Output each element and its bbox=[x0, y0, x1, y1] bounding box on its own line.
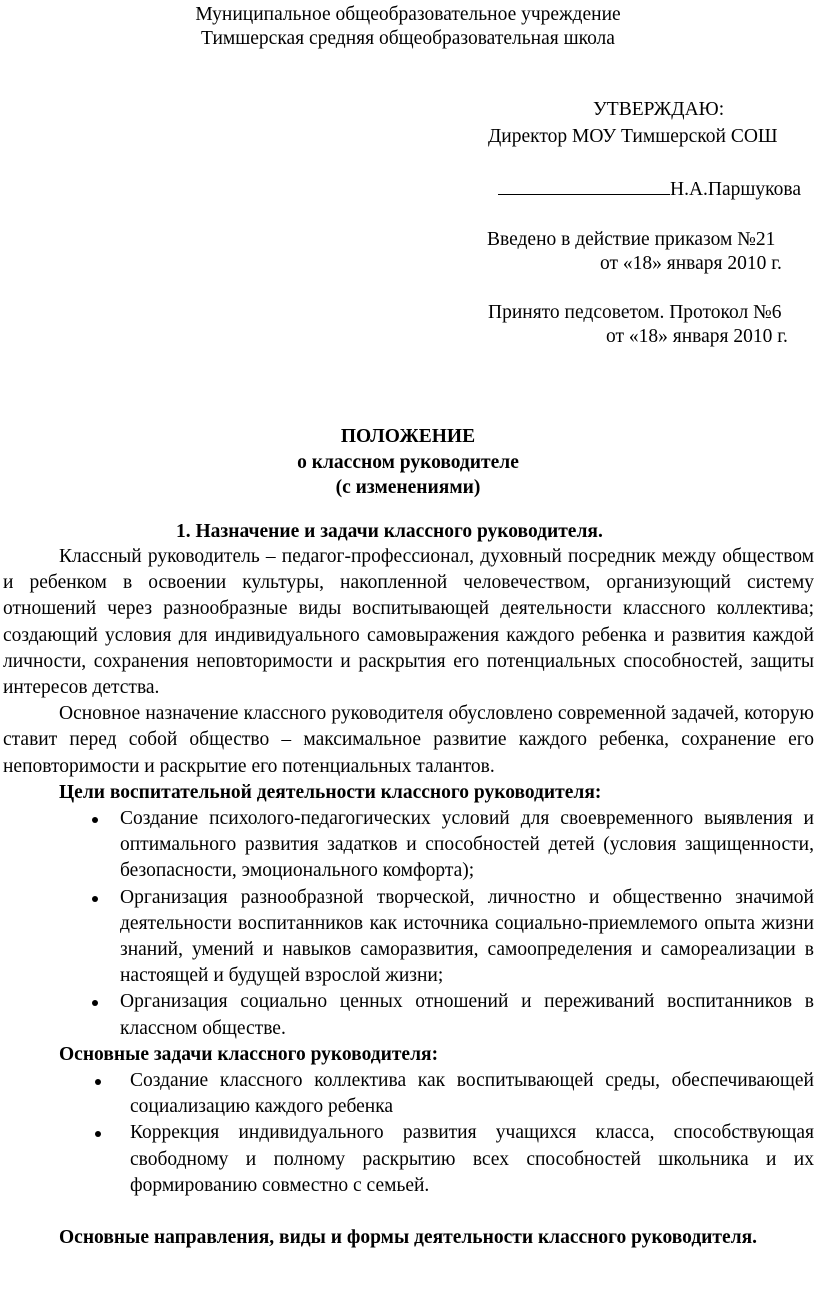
signature-name: Н.А.Паршукова bbox=[670, 179, 802, 200]
director-line: Директор МОУ Тимшерской СОШ bbox=[488, 126, 778, 147]
tasks-heading: Основные задачи классного руководителя: bbox=[59, 1043, 439, 1065]
list-item: Создание психолого-педагогических условий для своевременного выявления и оптимального развития задатков и способностей детей (условия защищенности, безопасности, эмоционального комфорта); bbox=[120, 806, 814, 885]
council-line-1: Принято педсоветом. Протокол №6 bbox=[488, 302, 782, 323]
institution-line-2: Тимшерская средняя общеобразовательная школа bbox=[201, 28, 615, 49]
tasks-list bbox=[3, 1068, 814, 1199]
signature-line bbox=[498, 177, 801, 202]
order-line-2: от «18» января 2010 г. bbox=[600, 253, 782, 274]
paragraph-2: Основное назначение классного руководителя обусловлено современной задачей, которую ставит перед собой общество – максимальное развитие каждого ребенка, сохранение его неповторимости и раскрытие его потенциальных талантов. bbox=[3, 703, 814, 777]
council-line-2: от «18» января 2010 г. bbox=[606, 326, 788, 347]
paragraph-1: Классный руководитель – педагог-профессионал, духовный посредник между обществом и ребенком в освоении культуры, накопленной человечеством, организующий систему отношений через разнообразные виды воспитывающей деятельности классного коллектива; создающий условия для индивидуального самовыражения каждого ребенка и развития каждой личности, сохранения неповторимости и раскрытия его потенциальных способностей, защиты интересов детства. bbox=[3, 546, 814, 699]
goals-list bbox=[3, 806, 814, 1042]
document-title: ПОЛОЖЕНИЕ bbox=[340, 426, 476, 447]
institution-line-1: Муниципальное общеобразовательное учреждение bbox=[195, 4, 621, 25]
list-item: Организация социально ценных отношений и переживаний воспитанников в классном обществе. bbox=[120, 989, 814, 1041]
section-1-body bbox=[3, 544, 814, 1251]
approve-label: УТВЕРЖДАЮ: bbox=[593, 99, 725, 120]
directions-heading: Основные направления, виды и формы деятельности классного руководителя. bbox=[59, 1227, 758, 1249]
bullet-icon bbox=[95, 1079, 101, 1085]
bullet-icon bbox=[95, 1131, 101, 1137]
list-item: Коррекция индивидуального развития учащихся класса, способствующая свободному и полному раскрытию всех способностей школьника и их формированию совместно с семьей. bbox=[130, 1120, 814, 1199]
section-1-heading: 1. Назначение и задачи классного руководителя. bbox=[176, 521, 603, 542]
signature-blank bbox=[498, 177, 670, 195]
bullet-icon bbox=[92, 896, 98, 902]
document-subtitle: о классном руководителе bbox=[297, 452, 519, 473]
list-item: Организация разнообразной творческой, личностно и общественно значимой деятельности воспитанников как источника социально-приемлемого опыта жизни знаний, умений и навыков саморазвития, самоопределения и самореализации в настоящей и будущей взрослой жизни; bbox=[120, 885, 814, 990]
bullet-icon bbox=[92, 817, 98, 823]
document-subtitle-note: (с изменениями) bbox=[335, 477, 481, 498]
list-item: Создание классного коллектива как воспитывающей среды, обеспечивающей социализацию каждого ребенка bbox=[130, 1068, 814, 1120]
bullet-icon bbox=[92, 1000, 98, 1006]
goals-heading: Цели воспитательной деятельности классного руководителя: bbox=[59, 781, 602, 803]
order-line-1: Введено в действие приказом №21 bbox=[487, 229, 776, 250]
